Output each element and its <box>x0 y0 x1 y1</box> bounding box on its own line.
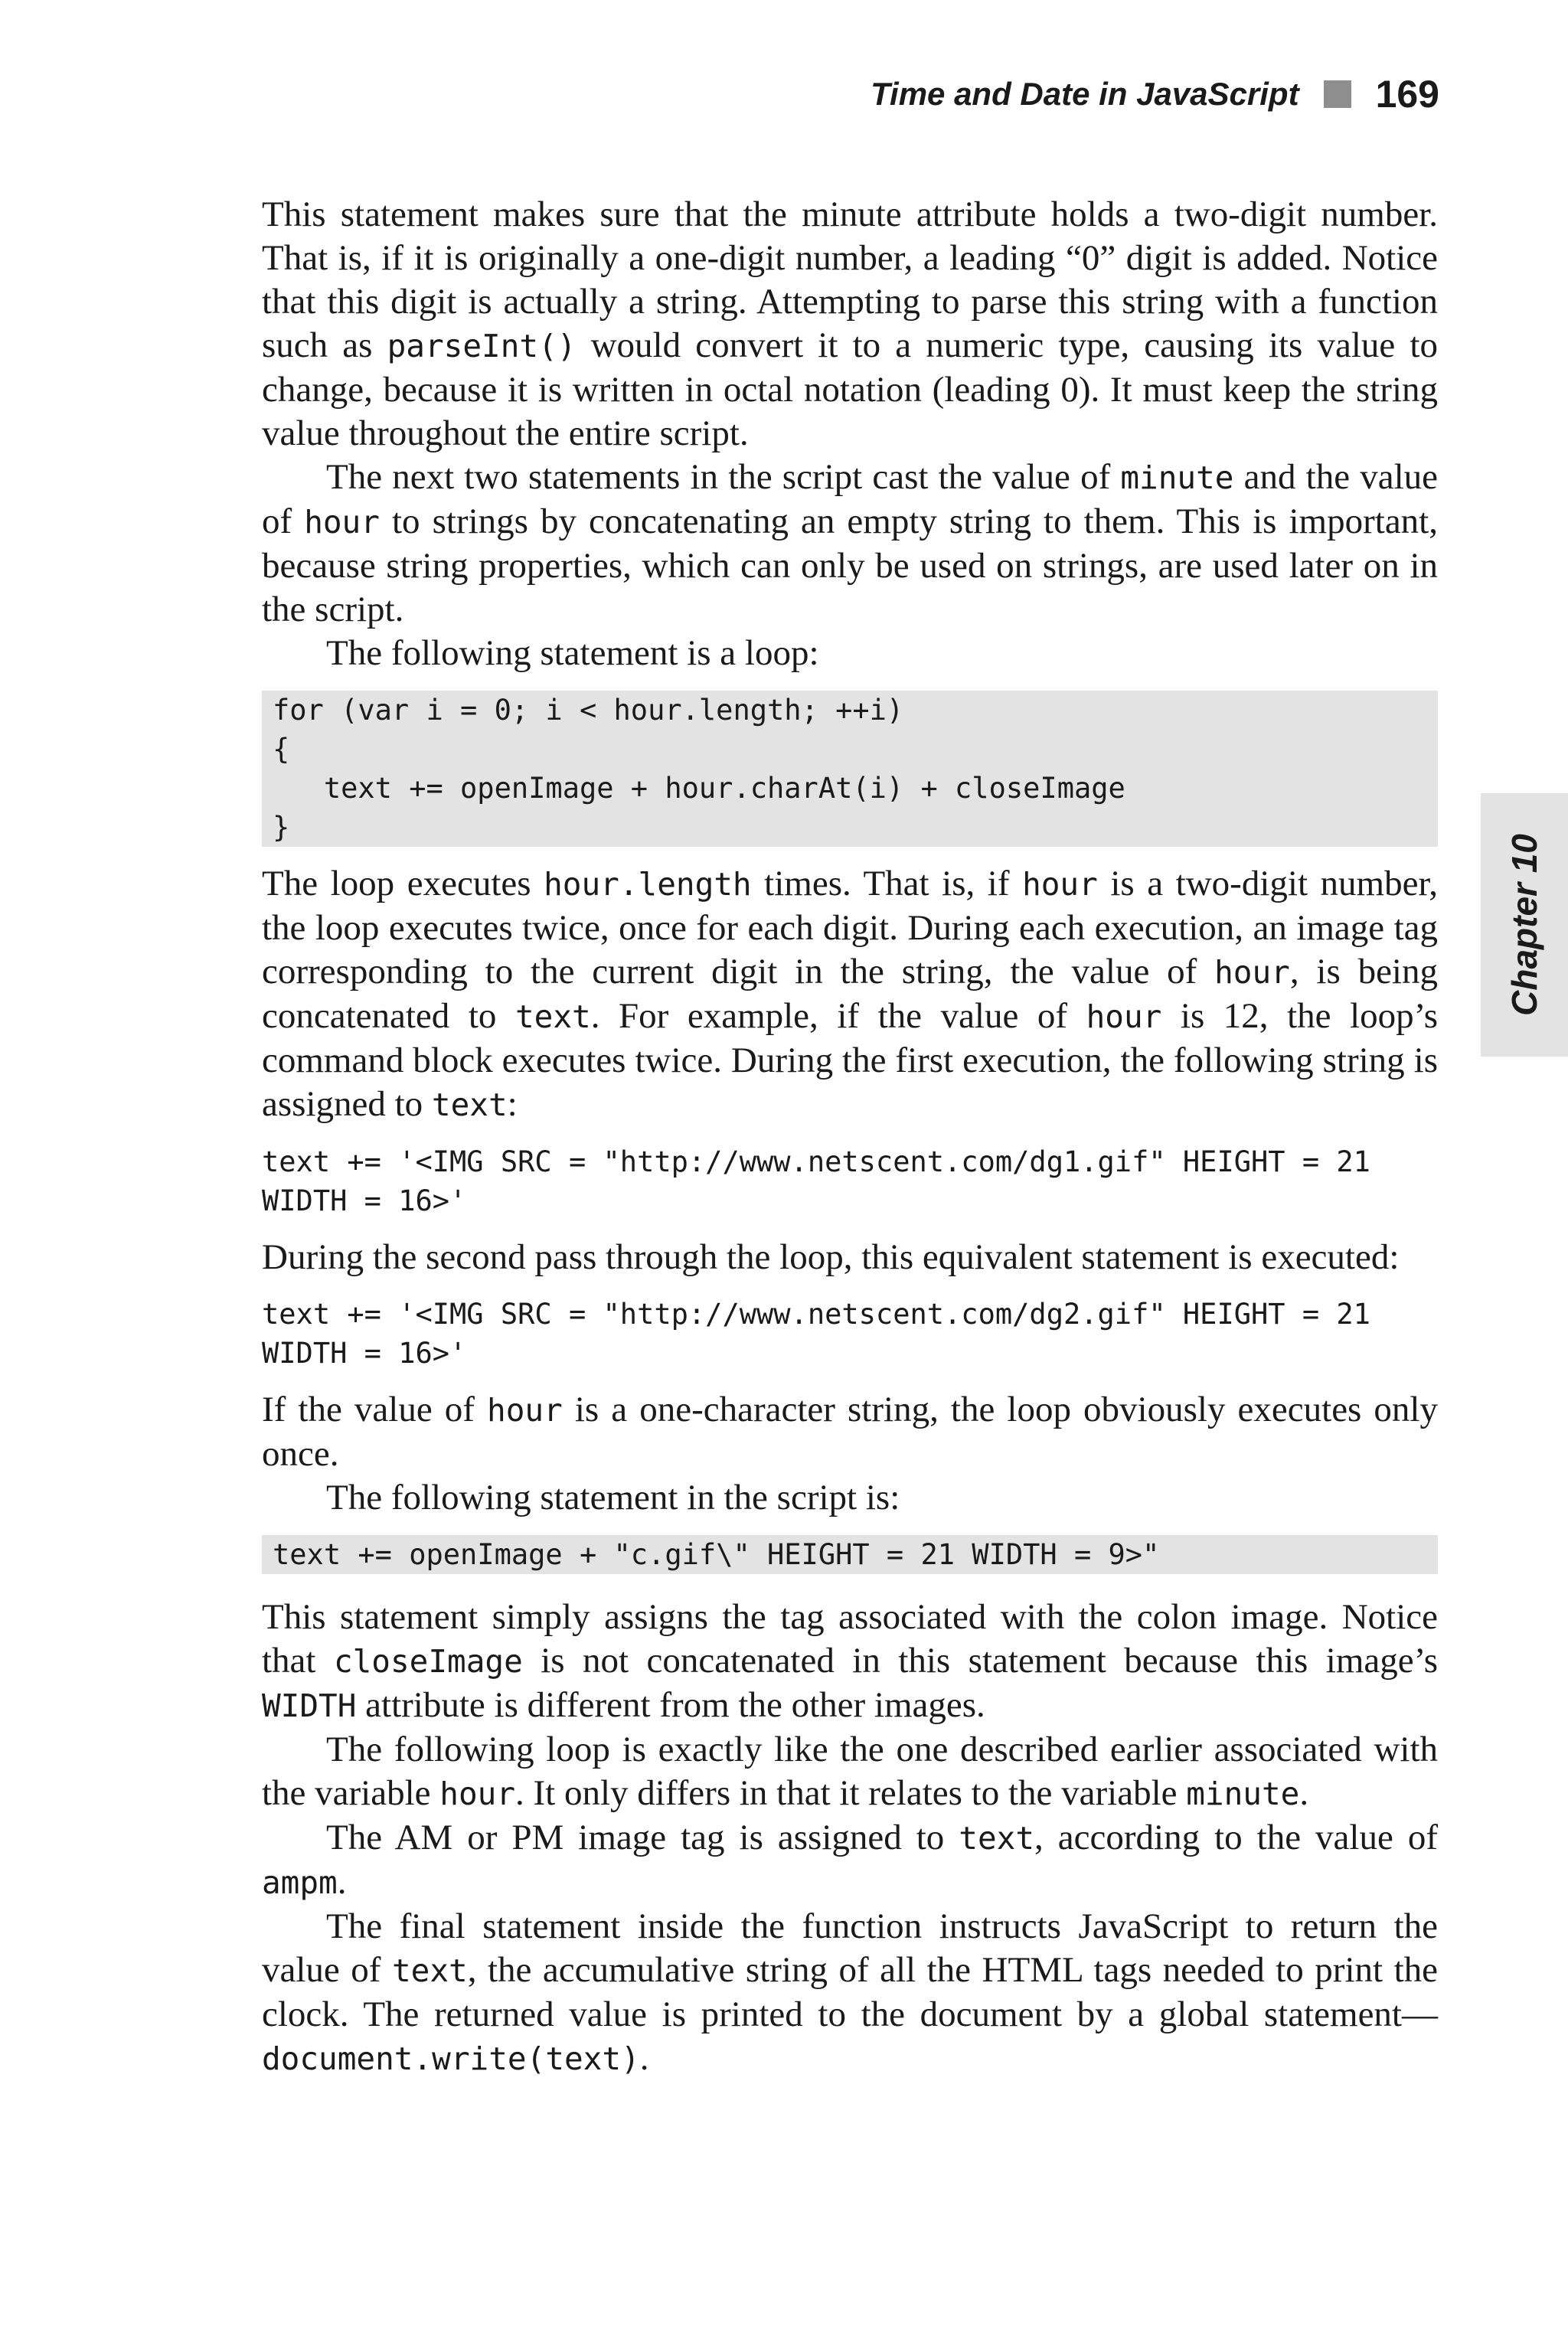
inline-code: text <box>959 1820 1035 1857</box>
paragraph-loop-explanation <box>262 862 1438 1127</box>
inline-code: hour <box>1086 998 1162 1035</box>
paragraph-ampm <box>262 1816 1438 1905</box>
text-run: is a two-digit number, the loop executes twice, once for each digit. During each execution, an image tag corresponding to the current digit in the string, the value of <box>262 864 1438 991</box>
text-run: . <box>1299 1773 1309 1813</box>
header-square-ornament <box>1324 80 1351 108</box>
text-run: , is being concatenated to <box>262 952 1438 1036</box>
chapter-side-tab <box>1481 793 1568 1057</box>
text-run: is not concatenated in this statement because this image’s <box>522 1641 1438 1681</box>
inline-code: closeImage <box>333 1643 523 1680</box>
text-run: , the accumulative string of all the HTML tags needed to print the clock. The returned value is printed to the document by a global statement— <box>262 1950 1438 2034</box>
paragraph-cast-strings <box>262 456 1438 632</box>
inline-code: text <box>391 1952 468 1989</box>
text-run: attribute is different from the other images. <box>356 1685 985 1725</box>
text-run: . It only differs in that it relates to the variable <box>515 1773 1187 1813</box>
paragraph-loop-intro: The following statement is a loop: <box>326 633 819 673</box>
text-run: This statement makes sure that the minute attribute holds a two-digit number. That is, if it is originally a one-digit number, a leading “0” digit is added. Notice that this digit is actually a string. Attempting to parse this string with a function such as <box>262 194 1438 365</box>
text-run: : <box>507 1084 518 1124</box>
code-block-for-loop: for (var i = 0; i < hour.length; ++i) { text += openImage + hour.charAt(i) + closeImage } <box>262 691 1438 847</box>
inline-code: parseInt() <box>387 328 577 364</box>
inline-code: hour <box>439 1775 516 1812</box>
inline-code: text <box>431 1086 508 1123</box>
code-block-colon: text += openImage + "c.gif\" HEIGHT = 21 WIDTH = 9>" <box>262 1535 1438 1574</box>
text-run: The AM or PM image tag is assigned to <box>326 1818 959 1857</box>
header-title: Time and Date in JavaScript <box>871 76 1299 112</box>
chapter-tab-label: Chapter 10 <box>1504 834 1544 1016</box>
paragraph-final-statement <box>262 1905 1438 2081</box>
text-run: would convert it to a numeric type, causing its value to change, because it is written in octal notation (leading 0). It must keep the string value throughout the entire script. <box>262 325 1438 453</box>
inline-code: hour <box>1022 866 1098 903</box>
inline-code: ampm <box>262 1864 338 1901</box>
text-run: . <box>639 2038 649 2078</box>
text-run: The following loop is exactly like the one described earlier associated with the variable <box>262 1730 1438 1813</box>
text-run: to strings by concatenating an empty string to them. This is important, because string properties, which can only be used on strings, are used later on in the script. <box>262 501 1438 629</box>
text-run: and the value of <box>262 457 1438 541</box>
inline-code: document.write(text) <box>262 2040 640 2077</box>
inline-code: hour <box>304 504 380 541</box>
body-text <box>262 193 1438 2081</box>
paragraph-octal-note <box>262 193 1438 456</box>
text-run: . <box>337 1862 347 1902</box>
paragraph-colon-intro: The following statement in the script is: <box>326 1478 900 1517</box>
paragraph-one-char <box>262 1388 1438 1476</box>
paragraph-minute-loop <box>262 1728 1438 1816</box>
text-run: is 12, the loop’s command block executes twice. During the first execution, the following string is assigned to <box>262 996 1438 1124</box>
code-block-first-pass: text += '<IMG SRC = "http://www.netscent.com/dg1.gif" HEIGHT = 21 WIDTH = 16>' <box>262 1145 1370 1217</box>
inline-code: minute <box>1120 459 1234 496</box>
code-block-second-pass: text += '<IMG SRC = "http://www.netscent.com/dg2.gif" HEIGHT = 21 WIDTH = 16>' <box>262 1298 1370 1370</box>
inline-code: WIDTH <box>262 1687 357 1724</box>
inline-code: hour.length <box>544 866 752 903</box>
text-run: is a one-character string, the loop obviously executes only once. <box>262 1390 1438 1474</box>
paragraph-colon-explanation <box>262 1596 1438 1728</box>
text-run: The final statement inside the function instructs JavaScript to return the value of <box>262 1906 1438 1990</box>
text-run: The loop executes <box>262 864 544 903</box>
inline-code: text <box>514 998 591 1035</box>
inline-code: minute <box>1186 1775 1300 1812</box>
text-run: times. That is, if <box>751 864 1023 903</box>
running-header <box>766 67 1439 121</box>
text-run: If the value of <box>262 1390 488 1429</box>
text-run: . For example, if the value of <box>590 996 1086 1036</box>
inline-code: hour <box>487 1392 563 1429</box>
page-number: 169 <box>1375 73 1439 116</box>
text-run: , according to the value of <box>1034 1818 1438 1857</box>
text-run: The next two statements in the script cast the value of <box>326 457 1121 497</box>
paragraph-second-pass: During the second pass through the loop, this equivalent statement is executed: <box>262 1237 1400 1277</box>
inline-code: hour <box>1214 954 1290 991</box>
text-run: This statement simply assigns the tag associated with the colon image. Notice that <box>262 1597 1438 1681</box>
